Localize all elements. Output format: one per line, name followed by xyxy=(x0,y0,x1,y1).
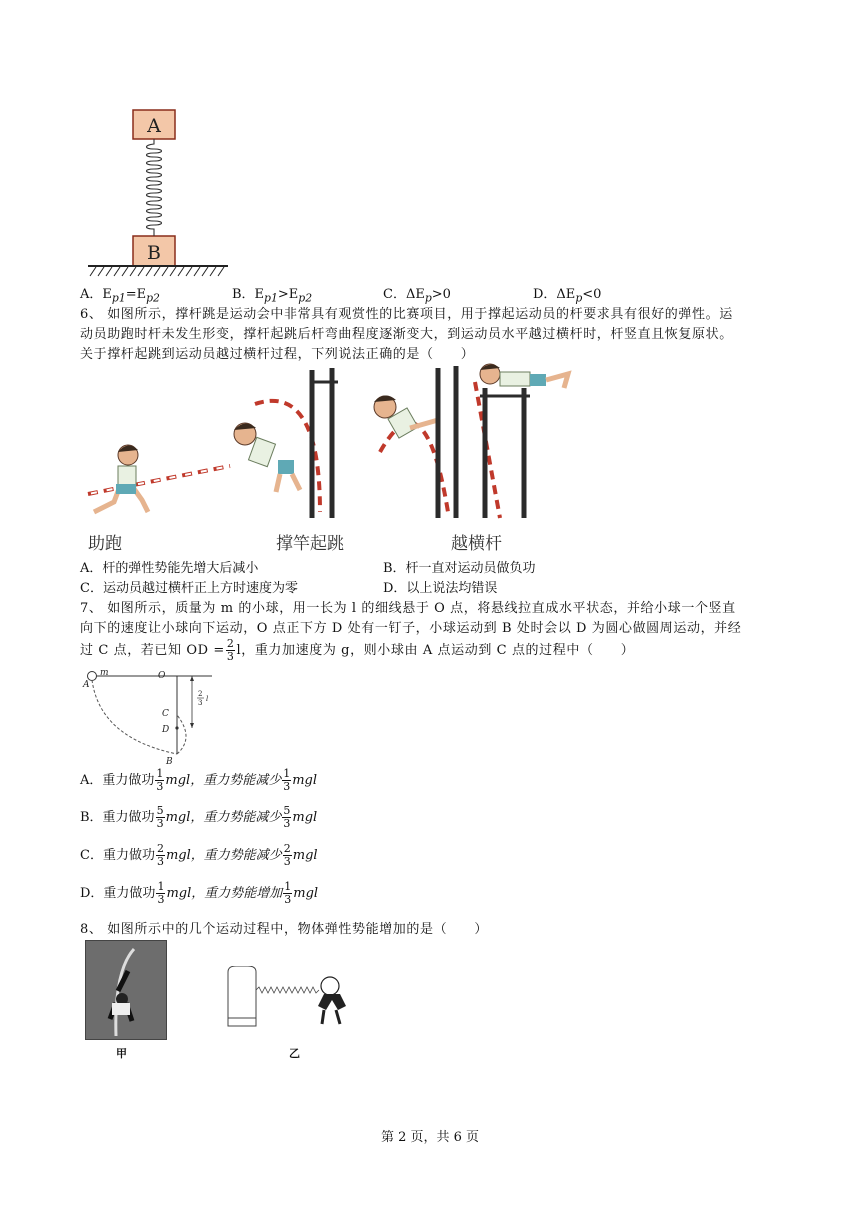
page-footer: 第 2 页，共 6 页 xyxy=(380,1130,480,1145)
q6-stem-line-3: 关于撑杆起跳到运动员越过横杆过程，下列说法正确的是（ ） xyxy=(80,347,475,362)
q7-stem-line-2: 向下的速度让小球向下运动，O 点正下方 D 处有一钉子，小球运动到 B 处时会以 D 为圆心做圆周运动，并经 xyxy=(80,621,742,636)
q7-option-c: C．重力做功 $\frac{2}{3}$ mgl，重力势能减少 $\frac{2}{3}$ mgl xyxy=(80,842,318,868)
label-m: m xyxy=(100,668,109,678)
q6-option-c: C．运动员越过横杆正上方时速度为零 xyxy=(80,581,298,596)
q6-option-a: A．杆的弹性势能先增大后减小 xyxy=(80,561,259,576)
pendulum-diagram xyxy=(80,668,220,766)
pole-vault-illustration xyxy=(80,362,580,557)
q5-option-c: C．$\Delta E_p>0$ xyxy=(383,287,451,305)
label-c: C xyxy=(162,709,169,719)
dim-denominator: 3 xyxy=(198,699,203,707)
q5-option-d: D．$\Delta E_p<0$ xyxy=(533,287,602,305)
bar-clearance-figure xyxy=(374,364,568,518)
spring-blocks-figure xyxy=(84,108,234,280)
dim-l: l xyxy=(206,695,209,703)
q5-option-a: A．$E_{p1}=E_{p2}$ xyxy=(80,287,160,305)
q5-option-b: B．$E_{p1}>E_{p2}$ xyxy=(232,287,313,305)
q6-option-d: D．以上说法均错误 xyxy=(383,581,498,596)
label-d: D xyxy=(162,725,170,735)
vaulter-figure xyxy=(234,368,338,518)
q7-option-b: B．重力做功 $\frac{5}{3}$ mgl，重力势能减少 $\frac{5}{3}$ mgl xyxy=(80,804,318,830)
q7-stem-line-3: 过 C 点，若已知 OD = $\frac{2}{3}$ l，重力加速度为 g，则小球由 A 点运动到 C 点的过程中（ ） xyxy=(80,637,635,663)
photo-jia xyxy=(85,940,167,1040)
caption-takeoff: 撑竿起跳 xyxy=(276,534,344,554)
q7-option-d: D．重力做功 $\frac{1}{3}$ mgl，重力势能增加 $\frac{1}{3}$ mgl xyxy=(80,880,319,906)
q6-option-b: B．杆一直对运动员做负功 xyxy=(383,561,536,576)
caption-run-up: 助跑 xyxy=(88,534,122,554)
label-b: B xyxy=(166,757,173,766)
caption-yi: 乙 xyxy=(289,1047,300,1060)
q7-option-a: A．重力做功 $\frac{1}{3}$ mgl，重力势能减少 $\frac{1}{3}$ mgl xyxy=(80,767,318,793)
runner-figure xyxy=(88,445,230,512)
label-o: O xyxy=(158,671,166,681)
block-a-label: A xyxy=(147,115,161,137)
q8-stem-line-1: 8、 如图所示中的几个运动过程中，物体弹性势能增加的是（ ） xyxy=(80,922,489,937)
caption-jia: 甲 xyxy=(116,1047,127,1060)
block-b-label: B xyxy=(147,242,161,264)
caption-clear-bar: 越横杆 xyxy=(451,534,502,554)
q6-stem-line-1: 6、 如图所示，撑杆跳是运动会中非常具有观赏性的比赛项目，用于撑起运动员的杆要求具有很好的弹性。运 xyxy=(80,307,733,322)
od-fraction: $\frac{2}{3}$ xyxy=(226,637,235,663)
q6-stem-line-2: 动员助跑时杆未发生形变，撑杆起跳后杆弯曲程度逐渐变大，到运动员水平越过横杆时，杆竖直且恢复原状。 xyxy=(80,327,733,342)
q7-stem-line-1: 7、 如图所示，质量为 m 的小球，用一长为 l 的细线悬于 O 点，将悬线拉直成水平状态，并给小球一个竖直 xyxy=(80,601,736,616)
spring-stretch-figure xyxy=(222,966,352,1028)
dim-numerator: 2 xyxy=(198,690,203,698)
label-a: A xyxy=(83,680,90,690)
